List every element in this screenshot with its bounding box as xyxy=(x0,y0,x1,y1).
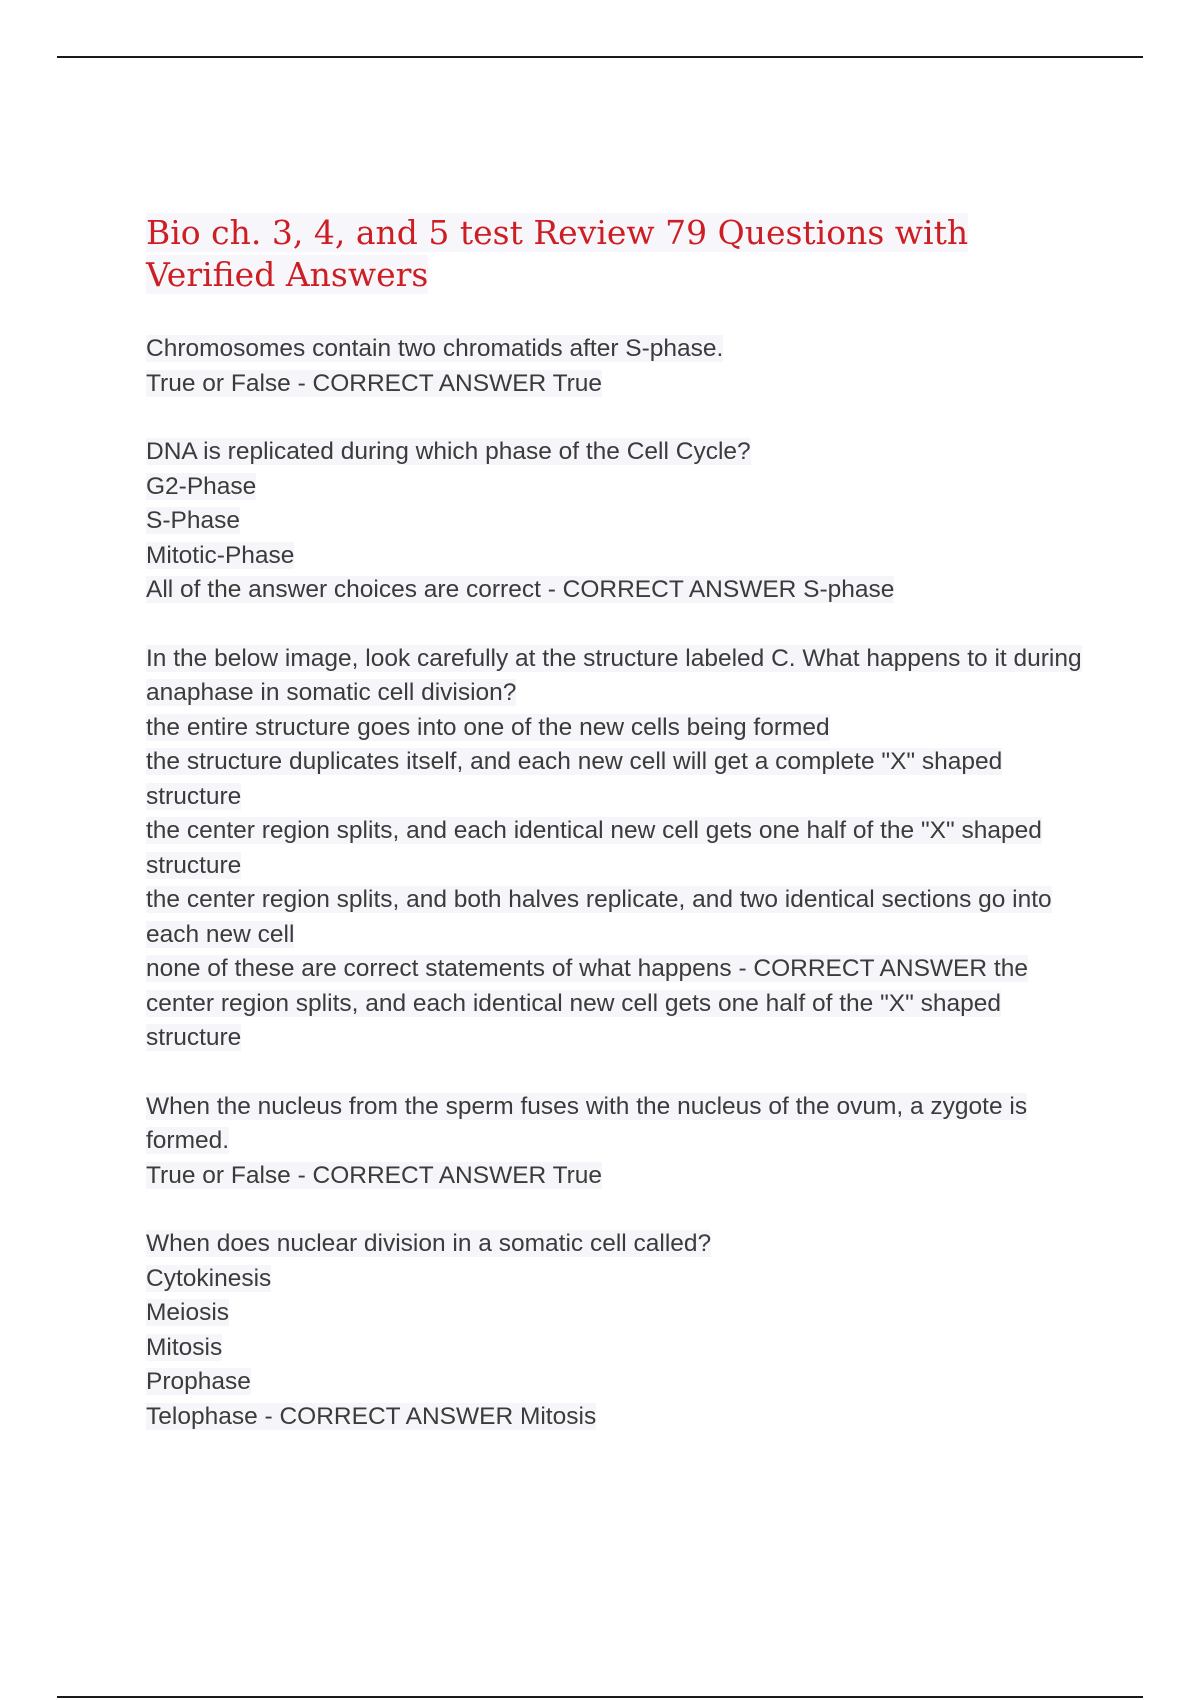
question-5 xyxy=(146,1227,1086,1434)
answer-option: G2-Phase xyxy=(146,472,257,500)
answer-text: Telophase - CORRECT ANSWER Mitosis xyxy=(146,1402,597,1430)
answer-option: Mitotic-Phase xyxy=(146,541,295,569)
question-2 xyxy=(146,435,1086,608)
answer-option: the structure duplicates itself, and each new cell will get a complete "X" shaped structure xyxy=(146,748,1003,810)
answer-option: Prophase xyxy=(146,1368,251,1395)
question-text: When the nucleus from the sperm fuses with the nucleus of the ovum, a zygote is formed. xyxy=(146,1092,1028,1154)
answer-option: S-Phase xyxy=(146,507,240,534)
document-title: Bio ch. 3, 4, and 5 test Review 79 Questions with Verified Answers xyxy=(146,213,969,294)
answer-text: none of these are correct statements of what happens - CORRECT ANSWER the center region splits, and each identical new cell gets one half of the "X" shaped structure xyxy=(146,955,1028,1051)
answer-text: True or False - CORRECT ANSWER True xyxy=(146,369,603,397)
question-3 xyxy=(146,642,1086,1056)
question-text: When does nuclear division in a somatic cell called? xyxy=(146,1230,712,1257)
footer-rule xyxy=(57,1696,1143,1698)
question-text: DNA is replicated during which phase of the Cell Cycle? xyxy=(146,438,751,465)
answer-option: Cytokinesis xyxy=(146,1264,272,1292)
question-text: Chromosomes contain two chromatids after S-phase. xyxy=(146,335,724,362)
document-body xyxy=(146,212,1086,1468)
question-text: In the below image, look carefully at the structure labeled C. What happens to it during anaphase in somatic cell division? xyxy=(146,644,1082,706)
answer-text: True or False - CORRECT ANSWER True xyxy=(146,1161,603,1189)
question-4 xyxy=(146,1090,1086,1194)
answer-option: the center region splits, and both halves replicate, and two identical sections go into each new cell xyxy=(146,886,1052,948)
answer-option: the center region splits, and each identical new cell gets one half of the "X" shaped structure xyxy=(146,817,1042,879)
answer-option: Meiosis xyxy=(146,1299,230,1326)
question-1 xyxy=(146,332,1086,401)
answer-option: Mitosis xyxy=(146,1333,223,1361)
answer-option: the entire structure goes into one of the new cells being formed xyxy=(146,713,830,741)
answer-text: All of the answer choices are correct - CORRECT ANSWER S-phase xyxy=(146,576,895,603)
header-rule xyxy=(57,56,1143,58)
